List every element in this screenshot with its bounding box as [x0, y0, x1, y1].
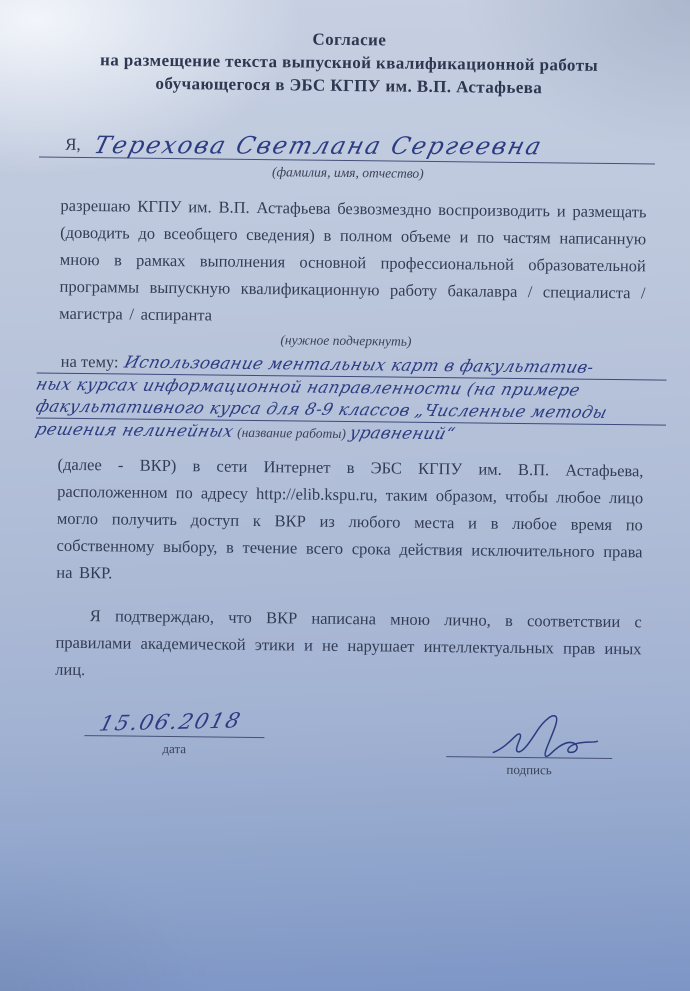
date-label: дата	[162, 740, 187, 757]
document-title	[4, 24, 690, 101]
handwritten-date: 15.06.2018	[96, 708, 245, 736]
handwritten-topic-line-3: факультативного курса для 8-9 классов „Численные методы	[33, 396, 610, 422]
handwritten-topic-line-2: ных курсах информационной направленности (на примере	[34, 374, 583, 400]
title-line-1: Согласие	[312, 29, 387, 50]
signature-column	[446, 713, 613, 779]
underline-note: (нужное подчеркнуть)	[280, 332, 412, 349]
permission-paragraph: разрешаю КГПУ им. В.П. Астафьева безвозмездно воспроизводить и размещать (доводить до всеобщего сведения) в полном объеме и по частям написанную мною в рамках выполнения основной профессиональной образовательной программы выпускную квалификационную работу бакалавра / специалиста / магистра / аспиранта	[59, 195, 647, 325]
handwritten-topic-line-4-right: уравнений“	[347, 423, 458, 444]
name-field-row	[39, 119, 655, 165]
handwritten-signature-icon	[486, 714, 604, 759]
handwritten-topic-line-4-left: решения нелинейных	[33, 419, 236, 441]
document-sheet	[0, 24, 690, 991]
signature-label: подпись	[506, 761, 552, 778]
topic-prefix: на тему:	[60, 351, 119, 372]
title-line-3: обучающегося в ЭБС КГПУ им. В.П. Астафьева	[155, 73, 543, 98]
date-signature-row	[0, 708, 687, 786]
date-column	[84, 709, 265, 758]
name-prefix: Я,	[65, 134, 81, 154]
distribution-paragraph: (далее - ВКР) в сети Интернет в ЭБС КГПУ им. В.П. Астафьева, расположенном по адресу http://elib.kspu.ru, таким образом, чтобы любое лицо могло получить доступ к ВКР из любого места и в любое время по собственному выбору, в течение всего срока действия исключительного права на ВКР.	[56, 454, 644, 583]
title-line-2: на размещение текста выпускной квалификационной работы	[99, 50, 599, 75]
name-caption: (фамилия, имя, отчество)	[271, 164, 424, 181]
topic-caption: (название работы)	[237, 424, 347, 442]
handwritten-topic-line-1: Использование ментальных карт в факультатив-	[122, 352, 597, 377]
date-rule-line	[84, 735, 264, 738]
confirmation-paragraph: Я подтверждаю, что ВКР написана мною лично, в соответствии с правилами академической этики и не нарушает интеллектуальных прав иных лиц.	[55, 606, 642, 680]
handwritten-name: Терехова Светлана Сергеевна	[90, 131, 546, 161]
photo-of-consent-form	[0, 28, 690, 991]
topic-section	[33, 350, 667, 447]
